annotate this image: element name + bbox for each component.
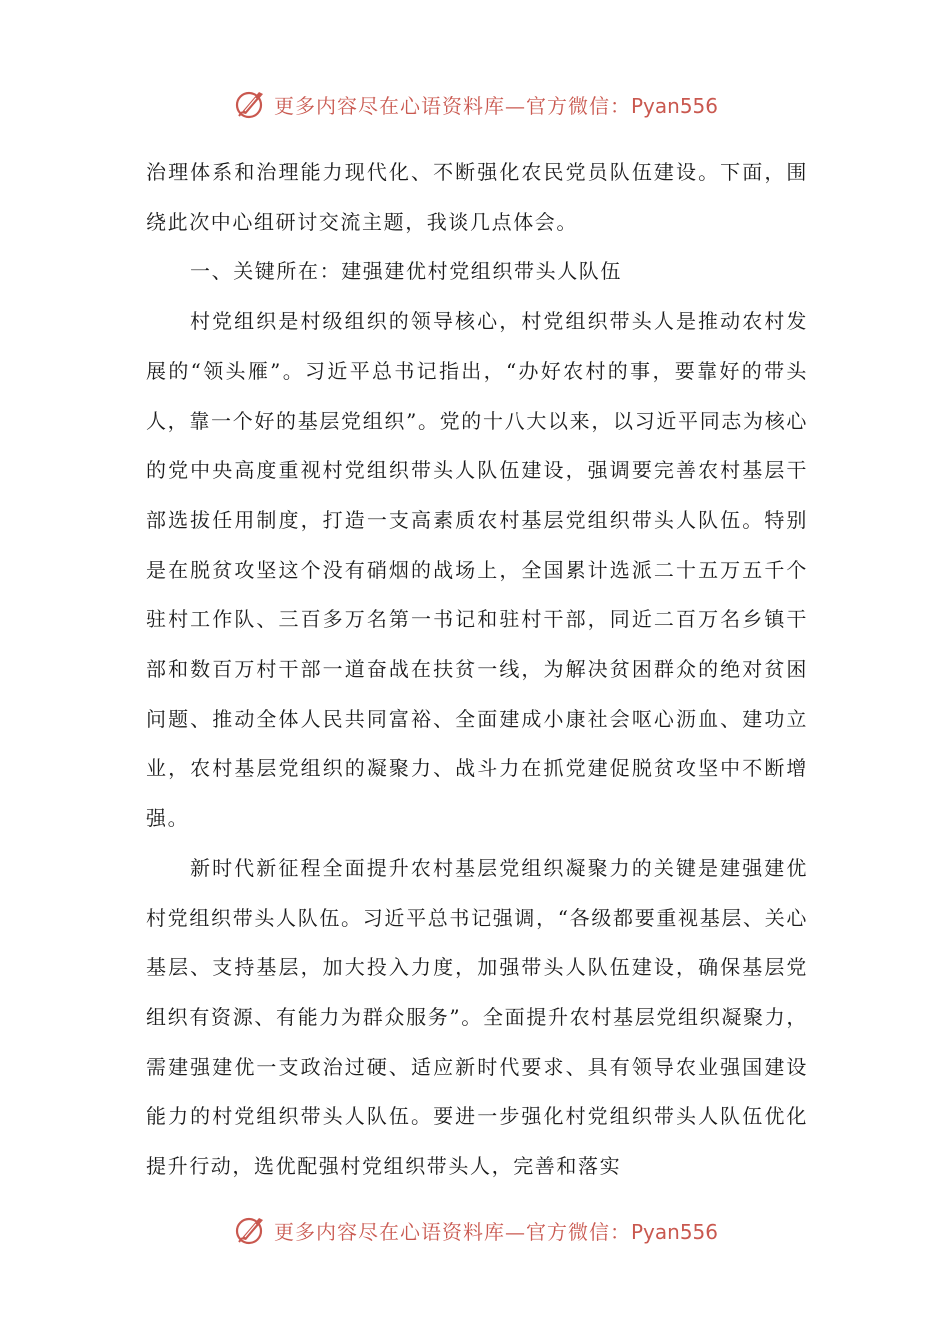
document-body (146, 148, 808, 1192)
header-watermark-banner (0, 84, 950, 124)
paragraph: 村党组织是村级组织的领导核心，村党组织带头人是推动农村发展的“领头雁”。习近平总书记指出，“办好农村的事，要靠好的带头人，靠一个好的基层党组织”。党的十八大以来，以习近平同志为核心的党中央高度重视村党组织带头人队伍建设，强调要完善农村基层干部选拔任用制度，打造一支高素质农村基层党组织带头人队伍。特别是在脱贫攻坚这个没有硝烟的战场上，全国累计选派二十五万五千个驻村工作队、三百多万名第一书记和驻村干部，同近二百万名乡镇干部和数百万村干部一道奋战在扶贫一线，为解决贫困群众的绝对贫困问题、推动全体人民共同富裕、全面建成小康社会呕心沥血、建功立业，农村基层党组织的凝聚力、战斗力在抓党建促脱贫攻坚中不断增强。 (146, 309, 808, 831)
banner-main-text: 更多内容尽在心语资料库—官方微信： (273, 1219, 631, 1244)
banner-text (274, 1216, 718, 1245)
section-heading: 一、关键所在：建强建优村党组织带头人队伍 (190, 259, 622, 284)
banner-wechat-id: Pyan556 (630, 93, 718, 118)
footer-watermark-banner (0, 1210, 950, 1250)
paragraph: 新时代新征程全面提升农村基层党组织凝聚力的关键是建强建优村党组织带头人队伍。习近平总书记强调，“各级都要重视基层、关心基层、支持基层，加大投入力度，加强带头人队伍建设，确保基层党组织有资源、有能力为群众服务”。全面提升农村基层党组织凝聚力，需建强建优一支政治过硬、适应新时代要求、具有领导农业强国建设能力的村党组织带头人队伍。要进一步强化村党组织带头人队伍优化提升行动，选优配强村党组织带头人，完善和落实 (146, 855, 808, 1179)
banner-wechat-id: Pyan556 (630, 1219, 718, 1244)
quill-logo-icon (232, 86, 268, 122)
banner-text (274, 90, 718, 119)
paragraph-continuation: 治理体系和治理能力现代化、不断强化农民党员队伍建设。下面，围绕此次中心组研讨交流主题，我谈几点体会。 (146, 160, 808, 234)
quill-logo-icon (232, 1212, 268, 1248)
banner-main-text: 更多内容尽在心语资料库—官方微信： (273, 93, 631, 118)
